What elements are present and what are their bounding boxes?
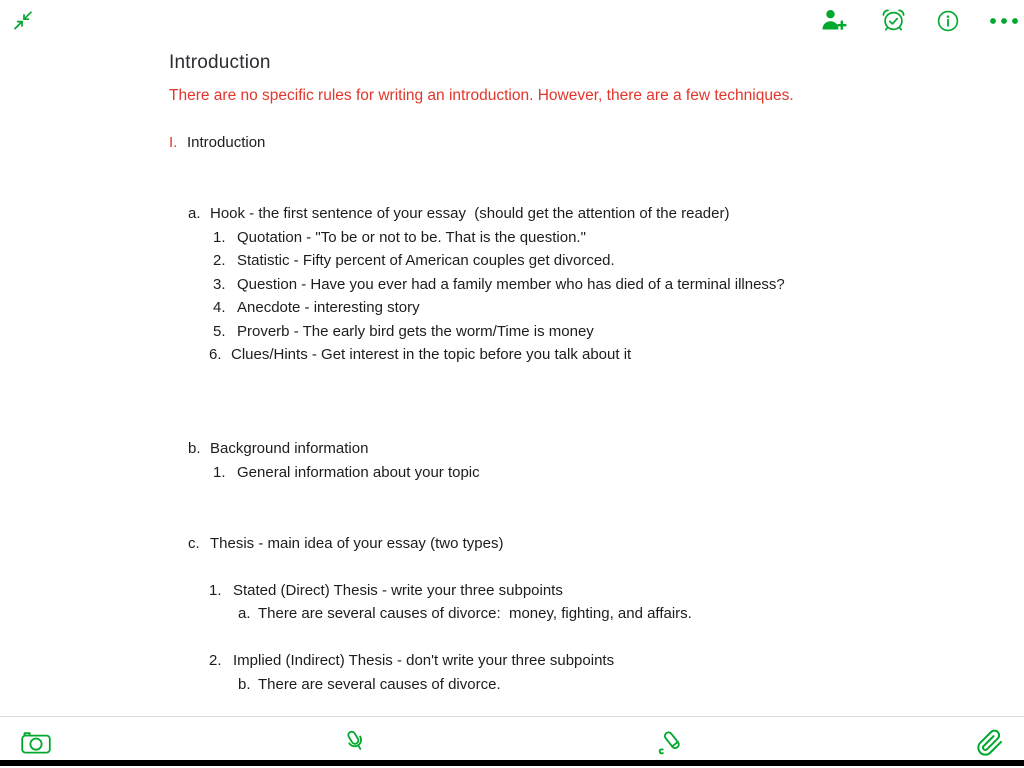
- list-marker: 1.: [209, 582, 222, 599]
- outline-item[interactable]: I. Introduction: [169, 134, 266, 151]
- outline-item[interactable]: b. Background information: [188, 440, 369, 457]
- outline-item[interactable]: 1. General information about your topic: [213, 464, 480, 481]
- collapse-note-button[interactable]: [11, 9, 35, 33]
- outline-item[interactable]: 6. Clues/Hints - Get interest in the topic before you talk about it: [209, 346, 632, 363]
- list-marker: c.: [188, 535, 200, 552]
- note-title[interactable]: Introduction: [169, 52, 271, 73]
- outline-item[interactable]: 2. Implied (Indirect) Thesis - don't write your three subpoints: [209, 652, 615, 669]
- note-info-button[interactable]: [936, 9, 960, 33]
- camera-button[interactable]: [21, 731, 51, 754]
- outline-item[interactable]: c. Thesis - main idea of your essay (two types): [188, 535, 504, 552]
- list-marker: 2.: [209, 652, 222, 669]
- outline-item[interactable]: a. Hook - the first sentence of your essay (should get the attention of the reader): [188, 205, 730, 222]
- note-info-icon: [936, 9, 960, 33]
- outline-item[interactable]: 1. Stated (Direct) Thesis - write your three subpoints: [209, 582, 563, 599]
- toolbar-divider: [0, 716, 1024, 717]
- outline-item[interactable]: 1. Quotation - "To be or not to be. That is the question.": [213, 229, 586, 246]
- home-indicator-bar: [0, 760, 1024, 766]
- attachment-paperclip-icon: [976, 729, 1004, 757]
- more-options-icon: [989, 17, 1019, 25]
- note-intro-text[interactable]: There are no specific rules for writing an introduction. However, there are a few techniques.: [169, 87, 794, 104]
- list-marker: 3.: [213, 276, 226, 293]
- list-marker: 5.: [213, 323, 226, 340]
- share-note-button[interactable]: [820, 8, 847, 33]
- audio-record-button[interactable]: [343, 728, 369, 760]
- list-marker: I.: [169, 134, 178, 151]
- list-marker: a.: [188, 205, 201, 222]
- outline-item[interactable]: a. There are several causes of divorce: money, fighting, and affairs.: [238, 605, 692, 622]
- list-marker: 6.: [209, 346, 222, 363]
- outline-item[interactable]: 2. Statistic - Fifty percent of American couples get divorced.: [213, 252, 615, 269]
- outline-item[interactable]: b. There are several causes of divorce.: [238, 676, 501, 693]
- list-marker: 2.: [213, 252, 226, 269]
- list-marker: 1.: [213, 229, 226, 246]
- list-marker: a.: [238, 605, 251, 622]
- list-marker: 1.: [213, 464, 226, 481]
- more-options-button[interactable]: [989, 17, 1019, 25]
- camera-icon: [21, 731, 51, 754]
- list-marker: b.: [188, 440, 201, 457]
- collapse-note-icon: [11, 9, 35, 33]
- outline-item[interactable]: 3. Question - Have you ever had a family member who has died of a terminal illness?: [213, 276, 785, 293]
- handwriting-button[interactable]: [654, 728, 690, 758]
- reminder-button[interactable]: [881, 8, 906, 33]
- handwriting-pen-icon: [654, 728, 690, 758]
- reminder-alarm-icon: [881, 8, 906, 33]
- attachment-button[interactable]: [976, 729, 1004, 757]
- list-marker: b.: [238, 676, 251, 693]
- share-add-person-icon: [820, 8, 847, 33]
- outline-item[interactable]: 5. Proverb - The early bird gets the worm/Time is money: [213, 323, 594, 340]
- outline-item[interactable]: 4. Anecdote - interesting story: [213, 299, 420, 316]
- list-marker: 4.: [213, 299, 226, 316]
- microphone-icon: [343, 728, 369, 760]
